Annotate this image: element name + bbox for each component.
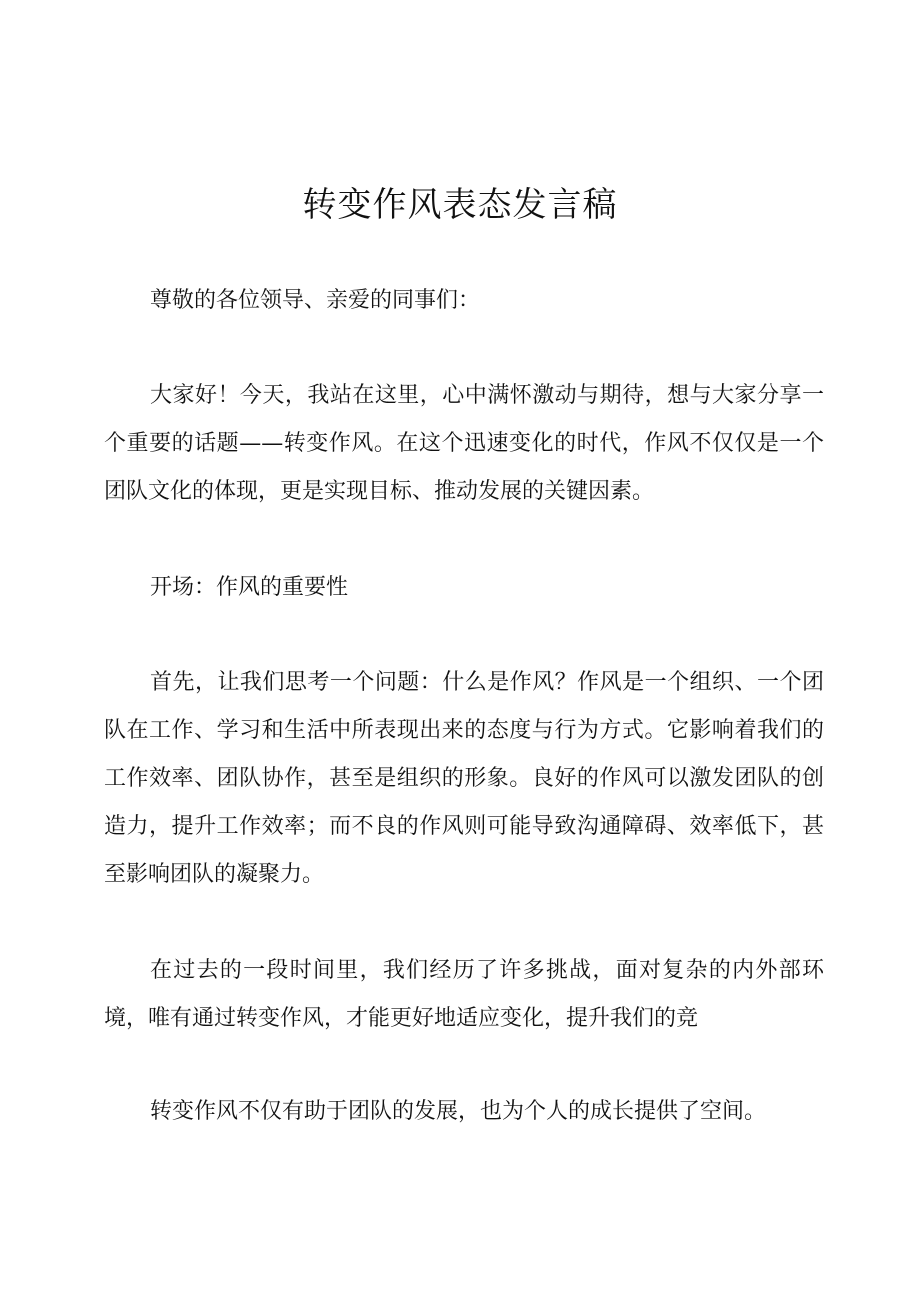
greeting-paragraph: 尊敬的各位领导、亲爱的同事们： xyxy=(150,288,481,313)
past-challenges-paragraph: 在过去的一段时间里，我们经历了许多挑战，面对复杂的内外部环境，唯有通过转变作风，才能更好地适应变化，提升我们的竞 xyxy=(104,958,824,1031)
what-is-style-paragraph: 首先，让我们思考一个问题：什么是作风？作风是一个组织、一个团队在工作、学习和生活中所表现出来的态度与行为方式。它影响着我们的工作效率、团队协作，甚至是组织的形象。良好的作风可以激发团队的创造力，提升工作效率；而不良的作风则可能导致沟通障碍、效率低下，甚至影响团队的凝聚力。 xyxy=(104,670,824,887)
personal-growth-paragraph: 转变作风不仅有助于团队的发展，也为个人的成长提供了空间。 xyxy=(150,1099,767,1124)
document-title: 转变作风表态发言稿 xyxy=(302,185,618,225)
section-heading: 开场：作风的重要性 xyxy=(150,575,349,600)
intro-paragraph: 大家好！今天，我站在这里，心中满怀激动与期待，想与大家分享一个重要的话题——转变作风。在这个迅速变化的时代，作风不仅仅是一个团队文化的体现，更是实现目标、推动发展的关键因素。 xyxy=(104,383,824,504)
